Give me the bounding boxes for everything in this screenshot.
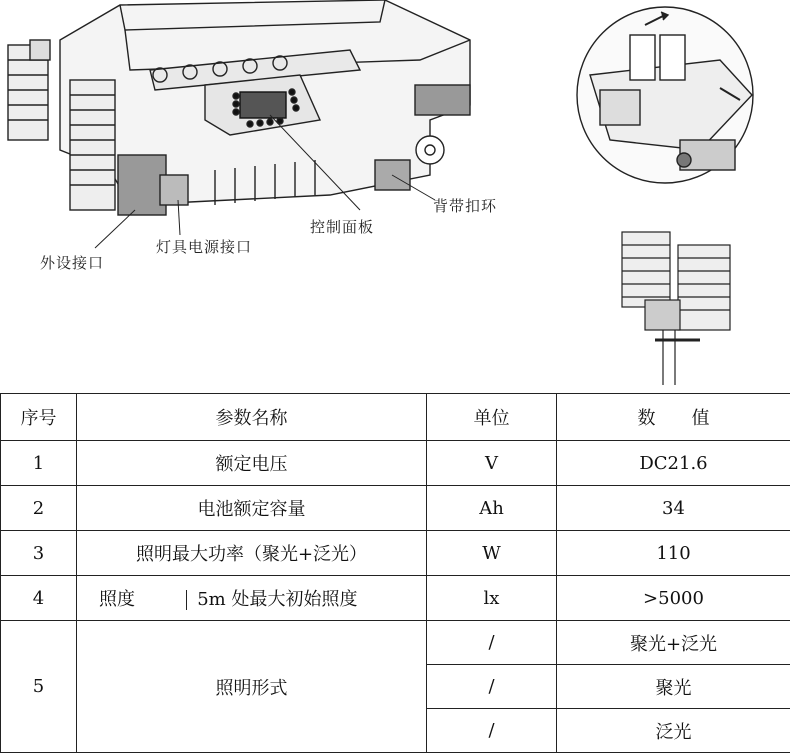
row-name: 电池额定容量 (77, 486, 427, 531)
row-value: 聚光 (557, 665, 790, 709)
table-header-row (1, 394, 790, 441)
label-control-panel: 控制面板 (310, 216, 374, 237)
row-value: DC21.6 (557, 441, 790, 486)
row-name-detail: 5m 处最大初始照度 (197, 589, 357, 610)
row-name-main: 照度 (99, 589, 135, 610)
row-unit: / (427, 665, 557, 709)
header-parameter-name: 参数名称 (77, 394, 427, 441)
row-value: 泛光 (557, 709, 790, 753)
table-row (1, 531, 790, 576)
lamp-power-port-box (160, 175, 188, 205)
row-unit: Ah (427, 486, 557, 531)
row-name: 照明最大功率（聚光+泛光） (77, 531, 427, 576)
left-lamp-head-1 (8, 40, 50, 140)
row-index: 2 (1, 486, 77, 531)
label-external-port: 外设接口 (40, 252, 104, 273)
row-unit: lx (427, 576, 557, 621)
row-unit: / (427, 709, 557, 753)
wheel (416, 136, 444, 164)
row-value: 聚光+泛光 (557, 621, 790, 665)
header-unit: 单位 (427, 394, 557, 441)
header-value: 数 值 (557, 394, 790, 441)
row-name (77, 576, 427, 621)
table-row (1, 486, 790, 531)
row-index: 1 (1, 441, 77, 486)
row-name-divider (186, 590, 187, 610)
row-unit: / (427, 621, 557, 665)
table-row (1, 576, 790, 621)
label-back-strap-ring: 背带扣环 (433, 195, 497, 216)
row-value: 110 (557, 531, 790, 576)
external-port-box (118, 155, 166, 215)
table-row (1, 621, 790, 665)
detail-zoom-circle (577, 7, 753, 183)
row-name: 额定电压 (77, 441, 427, 486)
row-name: 照明形式 (77, 621, 427, 753)
label-lamp-power-port: 灯具电源接口 (156, 236, 252, 257)
table-row (1, 441, 790, 486)
control-panel-screen (240, 92, 286, 118)
row-unit: V (427, 441, 557, 486)
row-value: 34 (557, 486, 790, 531)
row-unit: W (427, 531, 557, 576)
left-lamp-head-2 (70, 80, 115, 210)
row-index: 5 (1, 621, 77, 753)
row-value: >5000 (557, 576, 790, 621)
row-index: 3 (1, 531, 77, 576)
lamp-head-thumbnail (622, 232, 730, 385)
spec-table (0, 393, 790, 753)
row-index: 4 (1, 576, 77, 621)
header-index: 序号 (1, 394, 77, 441)
